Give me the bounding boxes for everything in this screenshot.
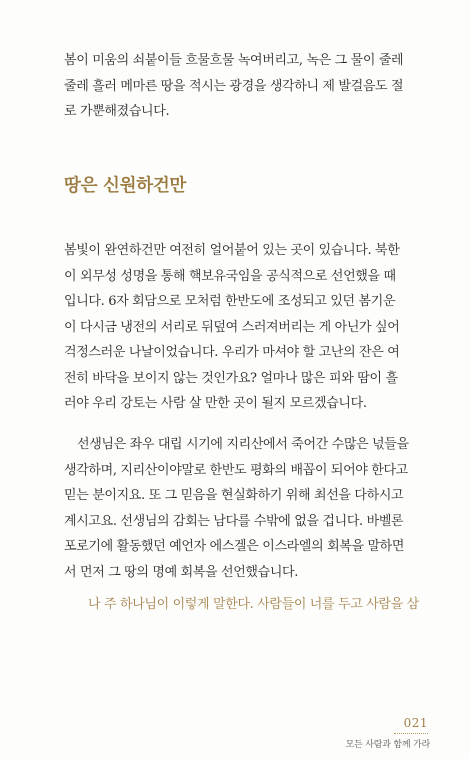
paragraph-line: 봄빛이 완연하건만 여전히 얼어붙어 있는 곳이 있습니다. 북한	[64, 243, 400, 258]
page-number: 021	[403, 716, 428, 730]
paragraph-line: 로 가뿐해졌습니다.	[64, 104, 170, 119]
paragraph-line: 생각하며, 지리산이야말로 한반도 평화의 배꼽이 되어야 한다고	[64, 462, 408, 478]
scripture-quote: 나 주 하나님이 이렇게 말한다. 사람들이 너를 두고 사람을 삼	[88, 597, 419, 612]
paragraph-1	[64, 48, 434, 125]
running-title: 모든 사람과 함께 가라	[345, 740, 430, 750]
section-heading: 땅은 신원하건만	[64, 176, 187, 196]
paragraph-line: 서 먼저 그 땅의 명예 회복을 선언했습니다.	[64, 564, 299, 580]
paragraph-line: 이 다시금 냉전의 서리로 뒤덮여 스러져버리는 게 아닌가 싶어	[64, 319, 400, 335]
paragraph-line: 러야 우리 강토는 사람 살 만한 곳이 될지 모르겠습니다.	[64, 396, 367, 411]
paragraph-line: 믿는 분이지요. 또 그 믿음을 현실화하기 위해 최선을 다하시고	[64, 488, 404, 503]
paragraph-line: 입니다. 6자 회담으로 모처럼 한반도에 조성되고 있던 봄기운	[64, 294, 396, 309]
paragraph-line: 선생님은 좌우 대립 시기에 지리산에서 죽어간 수많은 넋들을	[77, 437, 409, 452]
paragraph-line: 전히 바닥을 보이지 않는 것인가요? 얼마나 많은 피와 땀이 흘	[64, 370, 398, 386]
footer-divider	[394, 733, 428, 734]
paragraph-line: 봄이 미움의 쇠붙이들 흐물흐물 녹여버리고, 녹은 그 물이 줄레	[64, 53, 404, 68]
paragraph-2	[64, 238, 434, 417]
paragraph-line: 계시고요. 선생님의 감회는 남다를 수밖에 없을 겁니다. 바벨론	[64, 513, 404, 529]
paragraph-3	[64, 432, 434, 585]
paragraph-line: 포로기에 활동했던 예언자 에스겔은 이스라엘의 회복을 말하면	[64, 539, 405, 554]
paragraph-line: 줄레 흘러 메마른 땅을 적시는 광경을 생각하니 제 발걸음도 절	[64, 78, 404, 94]
paragraph-line: 이 외무성 성명을 통해 핵보유국임을 공식적으로 선언했을 때	[64, 268, 396, 284]
paragraph-line: 걱정스러운 나날이었습니다. 우리가 마셔야 할 고난의 잔은 여	[64, 345, 400, 360]
